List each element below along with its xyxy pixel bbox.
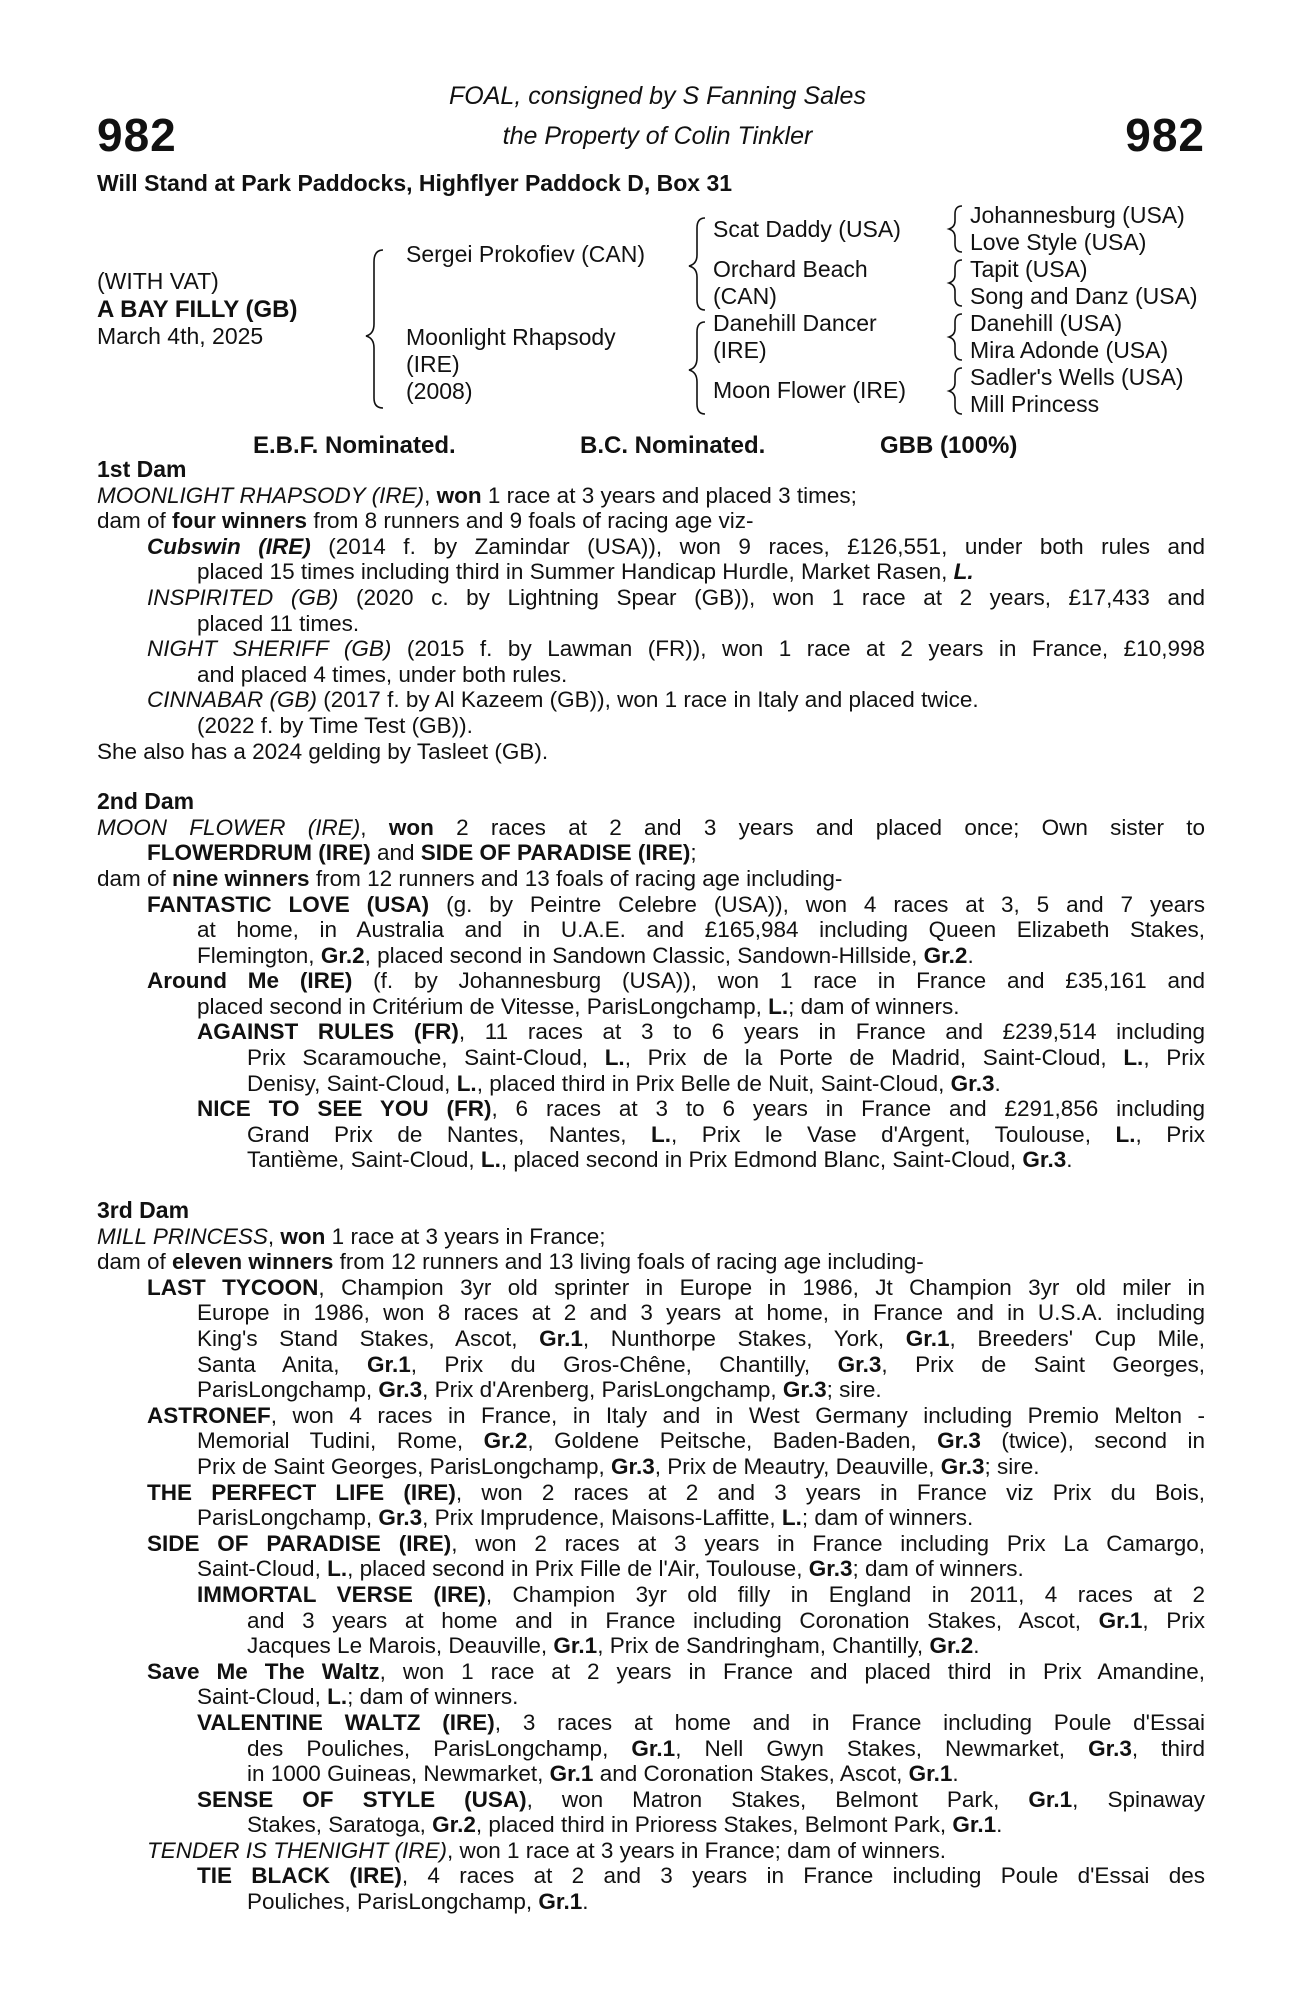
text-run: placed 15 times including third in Summer Handicap Hurdle, Market Rasen, bbox=[197, 559, 954, 585]
text-run: , Prix bbox=[1143, 1045, 1205, 1071]
text-run: , won 2 races at 3 years in France including Prix La Camargo, bbox=[451, 1530, 1205, 1556]
pedigree-dam-sire-line-2: (IRE) bbox=[713, 337, 767, 363]
section-heading: 2nd Dam bbox=[97, 788, 195, 815]
italic-text: MILL PRINCESS bbox=[97, 1223, 268, 1249]
record-line bbox=[97, 713, 1205, 739]
bold-text: won bbox=[388, 814, 434, 840]
bold-text: Gr.3 bbox=[378, 1505, 423, 1531]
bold-text: Gr.1 bbox=[366, 1351, 411, 1377]
text-run: from 8 runners and 9 foals of racing age viz- bbox=[307, 508, 754, 534]
italic-text: TENDER IS THENIGHT (IRE) bbox=[147, 1837, 448, 1863]
text-run: ParisLongchamp, bbox=[197, 1377, 379, 1403]
bold-text: Gr.1 bbox=[952, 1812, 997, 1838]
pedigree-sire: Sergei Prokofiev (CAN) bbox=[406, 241, 646, 267]
text-run: 1 race at 3 years and placed 3 times; bbox=[481, 482, 857, 508]
consignment-line: FOAL, consigned by S Fanning Sales bbox=[449, 82, 866, 110]
text-run: ; dam of winners. bbox=[788, 993, 960, 1019]
record-line bbox=[97, 1403, 1205, 1429]
text-run: ; dam of winners. bbox=[347, 1684, 519, 1710]
text-run: placed 11 times. bbox=[197, 610, 360, 636]
text-run: from 12 runners and 13 foals of racing age including- bbox=[309, 865, 843, 891]
text-run: (twice), second in bbox=[980, 1428, 1205, 1454]
record-line bbox=[97, 1736, 1205, 1762]
bold-text: Gr.3 bbox=[937, 1428, 981, 1454]
text-run: , won 4 races in France, in Italy and in West Germany including Premio Melton - bbox=[270, 1402, 1205, 1428]
lot-number-left: 982 bbox=[97, 109, 177, 161]
text-run: from 12 runners and 13 living foals of racing age including- bbox=[333, 1249, 924, 1275]
bold-text: Around Me (IRE) bbox=[147, 968, 353, 994]
record-line bbox=[97, 1300, 1205, 1326]
bold-text: Gr.3 bbox=[808, 1556, 853, 1582]
text-run: , bbox=[424, 482, 437, 508]
text-run: ; dam of winners. bbox=[852, 1556, 1024, 1582]
text-run: Pouliches, ParisLongchamp, bbox=[247, 1889, 539, 1915]
record-line bbox=[97, 994, 1205, 1020]
text-run: , won 2 races at 2 and 3 years in France viz Prix du Bois, bbox=[455, 1479, 1206, 1505]
text-run: (2017 f. by Al Kazeem (GB)), won 1 race in Italy and placed twice. bbox=[317, 687, 979, 713]
text-run: , Prix le Vase d'Argent, Toulouse, bbox=[670, 1121, 1116, 1147]
bold-text: L. bbox=[480, 1147, 501, 1173]
text-run: , Prix de la Porte de Madrid, Saint-Cloud, bbox=[624, 1045, 1124, 1071]
italic-text: MOON FLOWER (IRE) bbox=[97, 814, 361, 840]
text-run: . bbox=[996, 1812, 1003, 1838]
bold-text: Gr.2 bbox=[483, 1428, 528, 1454]
bold-text: four winners bbox=[172, 508, 308, 534]
gbb-rating: GBB (100%) bbox=[880, 432, 1018, 459]
text-run: , placed second in Prix Edmond Blanc, Saint-Cloud, bbox=[500, 1147, 1023, 1173]
bold-text: Gr.3 bbox=[940, 1453, 985, 1479]
vat-note: (WITH VAT) bbox=[97, 268, 219, 294]
text-run: , Nunthorpe Stakes, York, bbox=[582, 1326, 906, 1351]
text-run: and Coronation Stakes, Ascot, bbox=[593, 1761, 909, 1787]
text-run: at home, in Australia and in U.A.E. and £165,984 including Queen Elizabeth Stakes, bbox=[197, 917, 1205, 943]
text-run: , placed second in Sandown Classic, Sandown-Hillside, bbox=[364, 942, 924, 968]
bold-text: Gr.1 bbox=[539, 1326, 583, 1351]
text-run: . bbox=[973, 1633, 980, 1659]
section-gap bbox=[97, 764, 1205, 789]
record-line bbox=[97, 1889, 1205, 1915]
record-line bbox=[97, 483, 1205, 509]
text-run: (2020 c. by Lightning Spear (GB)), won 1 race at 2 years, £17,433 and bbox=[338, 584, 1205, 610]
bold-text: eleven winners bbox=[172, 1249, 334, 1275]
bold-text: Gr.1 bbox=[538, 1889, 583, 1915]
bold-text: AGAINST RULES (FR) bbox=[197, 1019, 459, 1045]
bold-text: Cubswin (IRE) bbox=[147, 533, 311, 559]
text-run: . bbox=[952, 1761, 959, 1787]
record-line bbox=[97, 1684, 1205, 1710]
italic-text: MOONLIGHT RHAPSODY (IRE) bbox=[97, 482, 425, 508]
text-run: , Champion 3yr old sprinter in Europe in 1986, Jt Champion 3yr old miler in bbox=[318, 1274, 1205, 1300]
bold-text: Gr.1 bbox=[905, 1326, 950, 1351]
text-run: . bbox=[967, 942, 974, 968]
text-run: (g. by Peintre Celebre (USA)), won 4 races at 3, 5 and 7 years bbox=[429, 891, 1205, 917]
text-run: and bbox=[370, 840, 421, 866]
text-run: , 4 races at 2 and 3 years in France including Poule d'Essai des bbox=[401, 1863, 1205, 1889]
bold-text: Gr.1 bbox=[1028, 1786, 1073, 1812]
bold-text: L. bbox=[1123, 1045, 1144, 1071]
record-line bbox=[97, 1582, 1205, 1608]
text-run: , Prix de Meautry, Deauville, bbox=[654, 1453, 941, 1479]
record-line bbox=[97, 1428, 1205, 1454]
record-line bbox=[97, 1147, 1205, 1173]
record-line bbox=[97, 559, 1205, 585]
record-line bbox=[97, 866, 1205, 892]
ebf-nomination: E.B.F. Nominated. bbox=[253, 432, 456, 459]
text-run: Prix Scaramouche, Saint-Cloud, bbox=[247, 1045, 605, 1071]
text-run: Saint-Cloud, bbox=[197, 1556, 328, 1582]
italic-text: INSPIRITED (GB) bbox=[147, 584, 339, 610]
bold-text: L. bbox=[953, 559, 974, 585]
text-run: Grand Prix de Nantes, Nantes, bbox=[247, 1121, 651, 1147]
text-run: , Prix du Gros-Chêne, Chantilly, bbox=[410, 1351, 838, 1377]
record-line bbox=[97, 1019, 1205, 1045]
bold-text: won bbox=[436, 482, 482, 508]
record-line bbox=[97, 1275, 1205, 1301]
bold-text: L. bbox=[650, 1121, 671, 1147]
record-line bbox=[97, 687, 1205, 713]
text-run: (2014 f. by Zamindar (USA)), won 9 races, £126,551, under both rules and bbox=[310, 533, 1205, 559]
bold-text: TIE BLACK (IRE) bbox=[197, 1863, 402, 1889]
text-run: . bbox=[1066, 1147, 1073, 1173]
text-run: , Prix bbox=[1135, 1121, 1205, 1147]
text-run: . bbox=[582, 1889, 589, 1915]
record-line bbox=[97, 917, 1205, 943]
text-run: Tantième, Saint-Cloud, bbox=[247, 1147, 481, 1173]
bold-text: Gr.2 bbox=[432, 1812, 476, 1838]
record-line bbox=[97, 1224, 1205, 1250]
text-run: ; sire. bbox=[826, 1377, 882, 1403]
pedigree-dam-line-3: (2008) bbox=[406, 378, 473, 404]
text-run: 2 races at 2 and 3 years and placed once; Own sister to bbox=[433, 814, 1205, 840]
text-run: Denisy, Saint-Cloud, bbox=[247, 1070, 457, 1096]
text-run: , Prix d'Arenberg, ParisLongchamp, bbox=[422, 1377, 783, 1403]
text-run: , bbox=[267, 1223, 281, 1249]
bold-text: Save Me The Waltz bbox=[147, 1658, 380, 1684]
pedigree-sds: Tapit (USA) bbox=[970, 256, 1088, 282]
bold-text: L. bbox=[781, 1505, 802, 1531]
section-heading: 1st Dam bbox=[97, 456, 187, 482]
text-run: (2022 f. by Time Test (GB)). bbox=[197, 712, 473, 738]
text-run: , Prix Imprudence, Maisons-Laffitte, bbox=[422, 1505, 782, 1531]
text-run: dam of bbox=[97, 865, 173, 891]
bold-text: Gr.3 bbox=[610, 1453, 655, 1479]
text-run: Jacques Le Marois, Deauville, bbox=[247, 1633, 554, 1659]
text-run: Memorial Tudini, Rome, bbox=[197, 1428, 484, 1454]
pedigree-sire-dam-line-2: (CAN) bbox=[713, 283, 777, 309]
text-run: placed second in Critérium de Vitesse, ParisLongchamp, bbox=[197, 993, 769, 1019]
text-run: in 1000 Guineas, Newmarket, bbox=[247, 1761, 550, 1787]
bold-text: L. bbox=[327, 1684, 348, 1710]
foaling-date: March 4th, 2025 bbox=[97, 323, 264, 349]
third-dam-section bbox=[97, 1198, 1205, 1915]
pedigree-dam-line-2: (IRE) bbox=[406, 351, 460, 377]
bold-text: Gr.1 bbox=[1098, 1607, 1143, 1633]
text-run: Prix de Saint Georges, ParisLongchamp, bbox=[197, 1453, 611, 1479]
record-line bbox=[97, 892, 1205, 918]
italic-text: NIGHT SHERIFF (GB) bbox=[147, 636, 392, 662]
record-line bbox=[97, 1352, 1205, 1378]
text-run: dam of bbox=[97, 508, 173, 534]
record-line bbox=[97, 1633, 1205, 1659]
text-run: and placed 4 times, under both rules. bbox=[197, 661, 568, 687]
pedigree-ddd: Mill Princess bbox=[970, 391, 1100, 417]
record-line bbox=[97, 1531, 1205, 1557]
bold-text: L. bbox=[768, 993, 789, 1019]
record-line bbox=[97, 1454, 1205, 1480]
bold-text: Gr.2 bbox=[923, 942, 968, 968]
bold-text: Gr.3 bbox=[782, 1377, 827, 1403]
dam-sections bbox=[97, 457, 1205, 1915]
pedigree-sss: Johannesburg (USA) bbox=[970, 202, 1185, 228]
italic-text: CINNABAR (GB) bbox=[147, 687, 318, 713]
text-run: , 6 races at 3 to 6 years in France and £291,856 including bbox=[491, 1096, 1205, 1122]
lot-number-right: 982 bbox=[1125, 109, 1205, 161]
text-run: , Prix de Sandringham, Chantilly, bbox=[597, 1633, 930, 1659]
record-line bbox=[97, 1249, 1205, 1275]
bold-text: L. bbox=[604, 1045, 625, 1071]
record-line bbox=[97, 1096, 1205, 1122]
text-run: , bbox=[360, 814, 389, 840]
pedigree-dds: Sadler's Wells (USA) bbox=[970, 364, 1184, 390]
bold-text: IMMORTAL VERSE (IRE) bbox=[197, 1581, 486, 1607]
record-line bbox=[97, 1045, 1205, 1071]
text-run: , third bbox=[1131, 1735, 1205, 1761]
bold-text: LAST TYCOON bbox=[147, 1274, 319, 1300]
record-line bbox=[97, 1812, 1205, 1838]
text-run: King's Stand Stakes, Ascot, bbox=[197, 1326, 540, 1351]
bold-text: Gr.3 bbox=[950, 1070, 995, 1096]
bold-text: Gr.3 bbox=[1022, 1147, 1067, 1173]
section-gap bbox=[97, 1173, 1205, 1198]
text-run: She also has a 2024 gelding by Tasleet (GB). bbox=[97, 738, 549, 764]
bold-text: SIDE OF PARADISE (IRE) bbox=[420, 840, 691, 866]
text-run: Saint-Cloud, bbox=[197, 1684, 328, 1710]
record-line bbox=[97, 1838, 1205, 1864]
text-run: , Prix de Saint Georges, bbox=[881, 1351, 1205, 1377]
pedigree-dam-dam: Moon Flower (IRE) bbox=[713, 377, 906, 403]
record-line bbox=[97, 585, 1205, 611]
record-line bbox=[97, 611, 1205, 637]
text-run: , won 1 race at 2 years in France and placed third in Prix Amandine, bbox=[379, 1658, 1205, 1684]
record-line bbox=[97, 662, 1205, 688]
section-heading: 3rd Dam bbox=[97, 1197, 190, 1224]
record-line bbox=[97, 1122, 1205, 1148]
text-run: , Breeders' Cup Mile, bbox=[949, 1326, 1205, 1351]
bold-text: Gr.3 bbox=[837, 1351, 882, 1377]
text-run: . bbox=[994, 1070, 1001, 1096]
bold-text: Gr.3 bbox=[1088, 1735, 1132, 1761]
horse-name: A BAY FILLY (GB) bbox=[97, 296, 298, 323]
text-run: , Prix bbox=[1142, 1607, 1205, 1633]
text-run: Santa Anita, bbox=[197, 1351, 367, 1377]
pedigree-dss: Danehill (USA) bbox=[970, 310, 1123, 336]
record-line bbox=[97, 508, 1205, 534]
bold-text: Gr.1 bbox=[553, 1633, 598, 1659]
bold-text: ASTRONEF bbox=[147, 1402, 271, 1428]
bold-text: Gr.1 bbox=[631, 1735, 676, 1761]
text-run: des Pouliches, ParisLongchamp, bbox=[247, 1735, 632, 1761]
text-run: , Champion 3yr old filly in England in 2011, 4 races at 2 bbox=[485, 1581, 1205, 1607]
record-line bbox=[97, 1556, 1205, 1582]
first-dam-section bbox=[97, 457, 1205, 764]
text-run: ; bbox=[690, 840, 697, 866]
text-run: , won 1 race at 3 years in France; dam of winners. bbox=[447, 1837, 946, 1863]
bold-text: Gr.1 bbox=[908, 1761, 953, 1787]
record-line bbox=[97, 534, 1205, 560]
bold-text: Gr.2 bbox=[929, 1633, 974, 1659]
pedigree-sire-dam-line-1: Orchard Beach bbox=[713, 256, 868, 282]
bold-text: won bbox=[280, 1223, 326, 1249]
record-line bbox=[97, 1863, 1205, 1889]
text-run: Flemington, bbox=[197, 942, 321, 968]
text-run: , 11 races at 3 to 6 years in France and £239,514 including bbox=[458, 1019, 1205, 1045]
record-line bbox=[97, 1659, 1205, 1685]
record-line bbox=[97, 943, 1205, 969]
text-run: , placed second in Prix Fille de l'Air, Toulouse, bbox=[347, 1556, 809, 1582]
bc-nomination: B.C. Nominated. bbox=[580, 432, 766, 459]
text-run: and 3 years at home and in France including Coronation Stakes, Ascot, bbox=[247, 1607, 1099, 1633]
text-run: ; dam of winners. bbox=[801, 1505, 974, 1531]
record-line bbox=[97, 1377, 1205, 1403]
pedigree-sire-sire: Scat Daddy (USA) bbox=[713, 216, 901, 242]
text-run: ; sire. bbox=[984, 1453, 1040, 1479]
bold-text: VALENTINE WALTZ (IRE) bbox=[197, 1709, 495, 1735]
record-line bbox=[97, 1505, 1205, 1531]
text-run: , placed third in Prioress Stakes, Belmont Park, bbox=[475, 1812, 953, 1838]
text-run: , Spinaway bbox=[1072, 1786, 1206, 1812]
bold-text: SENSE OF STYLE (USA) bbox=[197, 1786, 527, 1812]
property-line: the Property of Colin Tinkler bbox=[502, 122, 813, 150]
pedigree-dsd: Mira Adonde (USA) bbox=[970, 337, 1169, 363]
record-line bbox=[97, 1071, 1205, 1097]
text-run: (2015 f. by Lawman (FR)), won 1 race at 2 years in France, £10,998 bbox=[391, 636, 1206, 662]
text-run: , placed third in Prix Belle de Nuit, Saint-Cloud, bbox=[476, 1070, 951, 1096]
text-run: , Goldene Peitsche, Baden-Baden, bbox=[527, 1428, 938, 1454]
text-run: dam of bbox=[97, 1249, 173, 1275]
record-line bbox=[97, 1608, 1205, 1634]
record-line bbox=[97, 1787, 1205, 1813]
pedigree-dam-sire-line-1: Danehill Dancer bbox=[713, 310, 877, 336]
record-line bbox=[97, 968, 1205, 994]
text-run: Europe in 1986, won 8 races at 2 and 3 years at home, in France and in U.S.A. including bbox=[197, 1300, 1205, 1326]
text-run: , 3 races at home and in France including Poule d'Essai bbox=[494, 1709, 1205, 1735]
pedigree-sdd: Song and Danz (USA) bbox=[970, 283, 1198, 309]
record-line bbox=[97, 815, 1205, 841]
text-run: 1 race at 3 years in France; bbox=[325, 1223, 606, 1249]
text-run: , Nell Gwyn Stakes, Newmarket, bbox=[675, 1735, 1089, 1761]
pedigree-dam-line-1: Moonlight Rhapsody bbox=[406, 324, 616, 350]
record-line bbox=[97, 739, 1205, 765]
bold-text: Gr.2 bbox=[320, 942, 365, 968]
bold-text: L. bbox=[1115, 1121, 1136, 1147]
bold-text: L. bbox=[327, 1556, 348, 1582]
stand-location: Will Stand at Park Paddocks, Highflyer Paddock D, Box 31 bbox=[97, 170, 733, 196]
bold-text: nine winners bbox=[172, 865, 310, 891]
bold-text: Gr.3 bbox=[378, 1377, 423, 1403]
bold-text: FLOWERDRUM (IRE) bbox=[147, 840, 371, 866]
bold-text: SIDE OF PARADISE (IRE) bbox=[147, 1530, 452, 1556]
bold-text: NICE TO SEE YOU (FR) bbox=[197, 1096, 492, 1122]
record-line bbox=[97, 1761, 1205, 1787]
record-line bbox=[97, 840, 1205, 866]
text-run: ParisLongchamp, bbox=[197, 1505, 379, 1531]
text-run: , won Matron Stakes, Belmont Park, bbox=[526, 1786, 1029, 1812]
record-line bbox=[97, 1326, 1205, 1352]
record-line bbox=[97, 1710, 1205, 1736]
second-dam-section bbox=[97, 789, 1205, 1173]
text-run: Stakes, Saratoga, bbox=[247, 1812, 433, 1838]
record-line bbox=[97, 636, 1205, 662]
bold-text: Gr.1 bbox=[549, 1761, 594, 1787]
record-line bbox=[97, 1480, 1205, 1506]
text-run: (f. by Johannesburg (USA)), won 1 race in France and £35,161 and bbox=[352, 968, 1205, 994]
bold-text: FANTASTIC LOVE (USA) bbox=[147, 891, 430, 917]
bold-text: THE PERFECT LIFE (IRE) bbox=[147, 1479, 456, 1505]
bold-text: L. bbox=[456, 1070, 477, 1096]
pedigree-ssd: Love Style (USA) bbox=[970, 229, 1147, 255]
